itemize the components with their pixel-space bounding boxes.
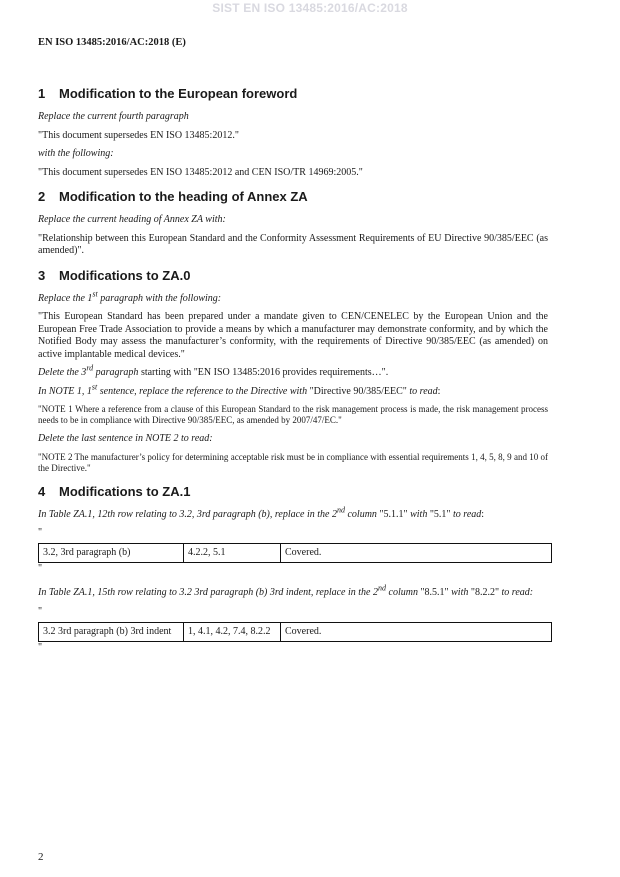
superscript: st [92, 289, 98, 299]
instruction-text: "Directive 90/385/EEC" [309, 385, 407, 397]
section-4 [38, 484, 548, 654]
open-quote: " [38, 605, 43, 617]
instruction-text: : [481, 508, 485, 520]
document-header: EN ISO 13485:2016/AC:2018 (E) [38, 37, 186, 48]
section-title: Modifications to ZA.0 [59, 267, 191, 283]
table-za1-row-15 [38, 622, 552, 642]
instruction-text: to read: [499, 587, 534, 598]
table-za1-row-12 [38, 543, 552, 563]
instruction-text: with [448, 587, 471, 598]
section-title: Modifications to ZA.1 [59, 483, 191, 499]
superscript: st [91, 382, 98, 392]
close-quote: " [38, 563, 43, 574]
instruction-text: to read [450, 508, 482, 520]
instruction [38, 505, 548, 522]
close-quote: " [38, 641, 43, 653]
instruction-text: "5.1.1" [379, 508, 408, 520]
table-row [39, 622, 552, 641]
instruction-text: In Table ZA.1, 15th row relating to 3.2 3rd paragraph (b) 3rd indent, replace in the 2 [38, 587, 378, 598]
instruction-text: to read [406, 385, 438, 397]
superscript: nd [336, 505, 345, 515]
instruction-text: In NOTE 1, 1 [38, 385, 92, 397]
instruction-text: column [344, 508, 380, 520]
note-1: "NOTE 1 Where a reference from a clause of this European Standard to the risk management process is made, the risk management process needs to be in compliance with Directive 90/385/EEC, as amended by 2007/47/EC." [38, 404, 548, 425]
instruction-text: paragraph [93, 367, 139, 378]
section-number: 2 [38, 189, 46, 204]
quoted-text: "Relationship between this European Standard and the Conformity Assessment Requirements of EU Directive 90/385/EEC (as amended)". [38, 232, 548, 256]
table-row [39, 544, 552, 563]
instruction-text: "8.5.1" [420, 587, 449, 598]
instruction: with the following: [38, 148, 114, 159]
instruction-text: with [407, 508, 430, 520]
instruction-text: column [386, 587, 421, 598]
superscript: nd [378, 583, 386, 593]
section-3-heading [38, 268, 548, 284]
section-title: Modification to the European foreword [59, 86, 298, 101]
instruction-text: sentence, replace the reference to the Directive with [97, 385, 310, 397]
instruction-text: starting with "EN ISO 13485:2016 provides requirements…". [138, 367, 389, 378]
table-cell: 3.2, 3rd paragraph (b) [39, 544, 184, 563]
instruction: Delete the last sentence in NOTE 2 to read: [38, 433, 213, 444]
table-cell: 1, 4.1, 4.2, 7.4, 8.2.2 [184, 622, 281, 641]
table-cell: 4.2.2, 5.1 [184, 544, 281, 563]
instruction-text: : [437, 385, 441, 397]
section-number: 4 [38, 483, 46, 499]
instruction-text: Delete the 3 [38, 367, 87, 378]
section-1-heading [38, 86, 548, 102]
instruction-text: In Table ZA.1, 12th row relating to 3.2, 3rd paragraph (b), replace in the 2 [38, 508, 337, 520]
instruction-text: "5.1" [429, 508, 451, 520]
page-number: 2 [38, 851, 44, 863]
table-cell: 3.2 3rd paragraph (b) 3rd indent [39, 622, 184, 641]
instruction-text: "8.2.2" [470, 587, 500, 598]
instruction-text: paragraph with the following: [97, 292, 222, 304]
watermark: SIST EN ISO 13485:2016/AC:2018 [212, 1, 408, 15]
instruction [38, 289, 548, 306]
page-body [38, 86, 548, 654]
instruction [38, 363, 548, 380]
section-title: Modification to the heading of Annex ZA [59, 189, 308, 204]
superscript: rd [86, 363, 94, 373]
open-quote: " [38, 527, 43, 538]
note-2: "NOTE 2 The manufacturer’s policy for determining acceptable risk must be in compliance with essential requirements 1, 4, 5, 8, 9 and 10 of the Directive." [38, 451, 548, 473]
instruction-text: Replace the 1 [38, 292, 93, 304]
section-1 [38, 86, 548, 179]
table-cell: Covered. [281, 622, 552, 641]
quoted-text: "This European Standard has been prepared under a mandate given to CEN/CENELEC by the European Union and the European Free Trade Association to provide a means by which a manufacturer may demonstrate conformity, and by which the Notified Body may assess the manufacturer’s conformity, with the requirements of Directive 90/385/EEC (as amended) on active implantable medical devices." [38, 311, 548, 360]
instruction: Replace the current heading of Annex ZA with: [38, 214, 226, 225]
section-number: 3 [38, 267, 46, 283]
section-number: 1 [38, 86, 46, 101]
quoted-text: "This document supersedes EN ISO 13485:2012." [38, 129, 239, 141]
instruction: Replace the current fourth paragraph [38, 111, 189, 122]
instruction [38, 382, 548, 399]
instruction [38, 583, 548, 600]
section-3 [38, 268, 548, 474]
quoted-text: "This document supersedes EN ISO 13485:2012 and CEN ISO/TR 14969:2005." [38, 166, 363, 178]
section-2 [38, 189, 548, 258]
section-4-heading [38, 484, 548, 500]
table-cell: Covered. [281, 544, 552, 563]
section-2-heading [38, 189, 548, 205]
